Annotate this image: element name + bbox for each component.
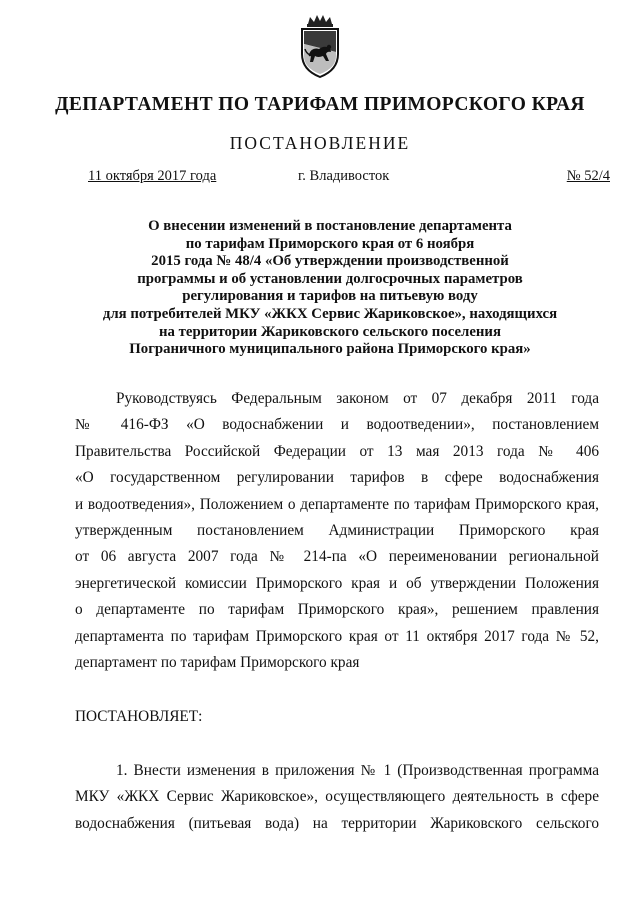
subject-line: 2015 года № 48/4 «Об утверждении производственной xyxy=(151,253,509,270)
subject-line: для потребителей МКУ «ЖКХ Сервис Жариковское», находящихся xyxy=(102,305,558,322)
subject-line: по тарифам Приморского края от 6 ноября xyxy=(185,235,475,252)
document-date: 11 октября 2017 года xyxy=(88,168,217,184)
subject-line: программы и об установлении долгосрочных параметров xyxy=(137,270,523,287)
coat-of-arms-icon xyxy=(296,14,344,80)
text-line: 1. Внести изменения в приложения № 1 (Производственная программа xyxy=(116,762,599,779)
text-line: водоснабжения (питьевая вода) на территории Жариковского сельского xyxy=(75,814,599,832)
text-line: о департаменте по тарифам Приморского края», решением правления xyxy=(75,601,599,619)
document-number: № 52/4 xyxy=(566,168,610,184)
document-city: г. Владивосток xyxy=(298,168,390,184)
department-title: ДЕПАРТАМЕНТ ПО ТАРИФАМ ПРИМОРСКОГО КРАЯ xyxy=(55,94,585,115)
text-line: и водоотведения», Положением о департаменте по тарифам Приморского края, xyxy=(75,495,599,513)
item-1-paragraph xyxy=(75,758,599,837)
text-line: департамент по тарифам Приморского края xyxy=(75,653,360,671)
text-line: утвержденным постановлением Администрации Приморского края xyxy=(75,521,599,539)
subject-line: О внесении изменений в постановление департамента xyxy=(148,218,512,234)
document-subject xyxy=(60,218,600,359)
text-line: Руководствуясь Федеральным законом от 07 декабря 2011 года xyxy=(116,390,599,407)
subject-line: Пограничного муниципального района Приморского края» xyxy=(129,341,531,358)
text-line: № 416-ФЗ «О водоснабжении и водоотведении», постановлением xyxy=(75,416,599,434)
text-line: МКУ «ЖКХ Сервис Жариковское», осуществляющего деятельность в сфере xyxy=(75,788,599,806)
preamble-paragraph xyxy=(75,386,599,676)
document-meta xyxy=(88,168,610,188)
resolves-heading: ПОСТАНОВЛЯЕТ: xyxy=(75,708,203,725)
subject-line: на территории Жариковского сельского поселения xyxy=(159,323,501,340)
text-line: департамента по тарифам Приморского края от 11 октября 2017 года № 52, xyxy=(75,627,599,645)
text-line: «О государственном регулировании тарифов в сфере водоснабжения xyxy=(75,469,599,487)
text-line: Правительства Российской Федерации от 13 мая 2013 года № 406 xyxy=(75,442,599,460)
text-line: от 06 августа 2007 года № 214-па «О переименовании региональной xyxy=(75,548,599,566)
document-type: ПОСТАНОВЛЕНИЕ xyxy=(229,133,411,153)
text-line: энергетической комиссии Приморского края и об утверждении Положения xyxy=(75,574,599,592)
subject-line: регулирования и тарифов на питьевую воду xyxy=(182,288,478,305)
